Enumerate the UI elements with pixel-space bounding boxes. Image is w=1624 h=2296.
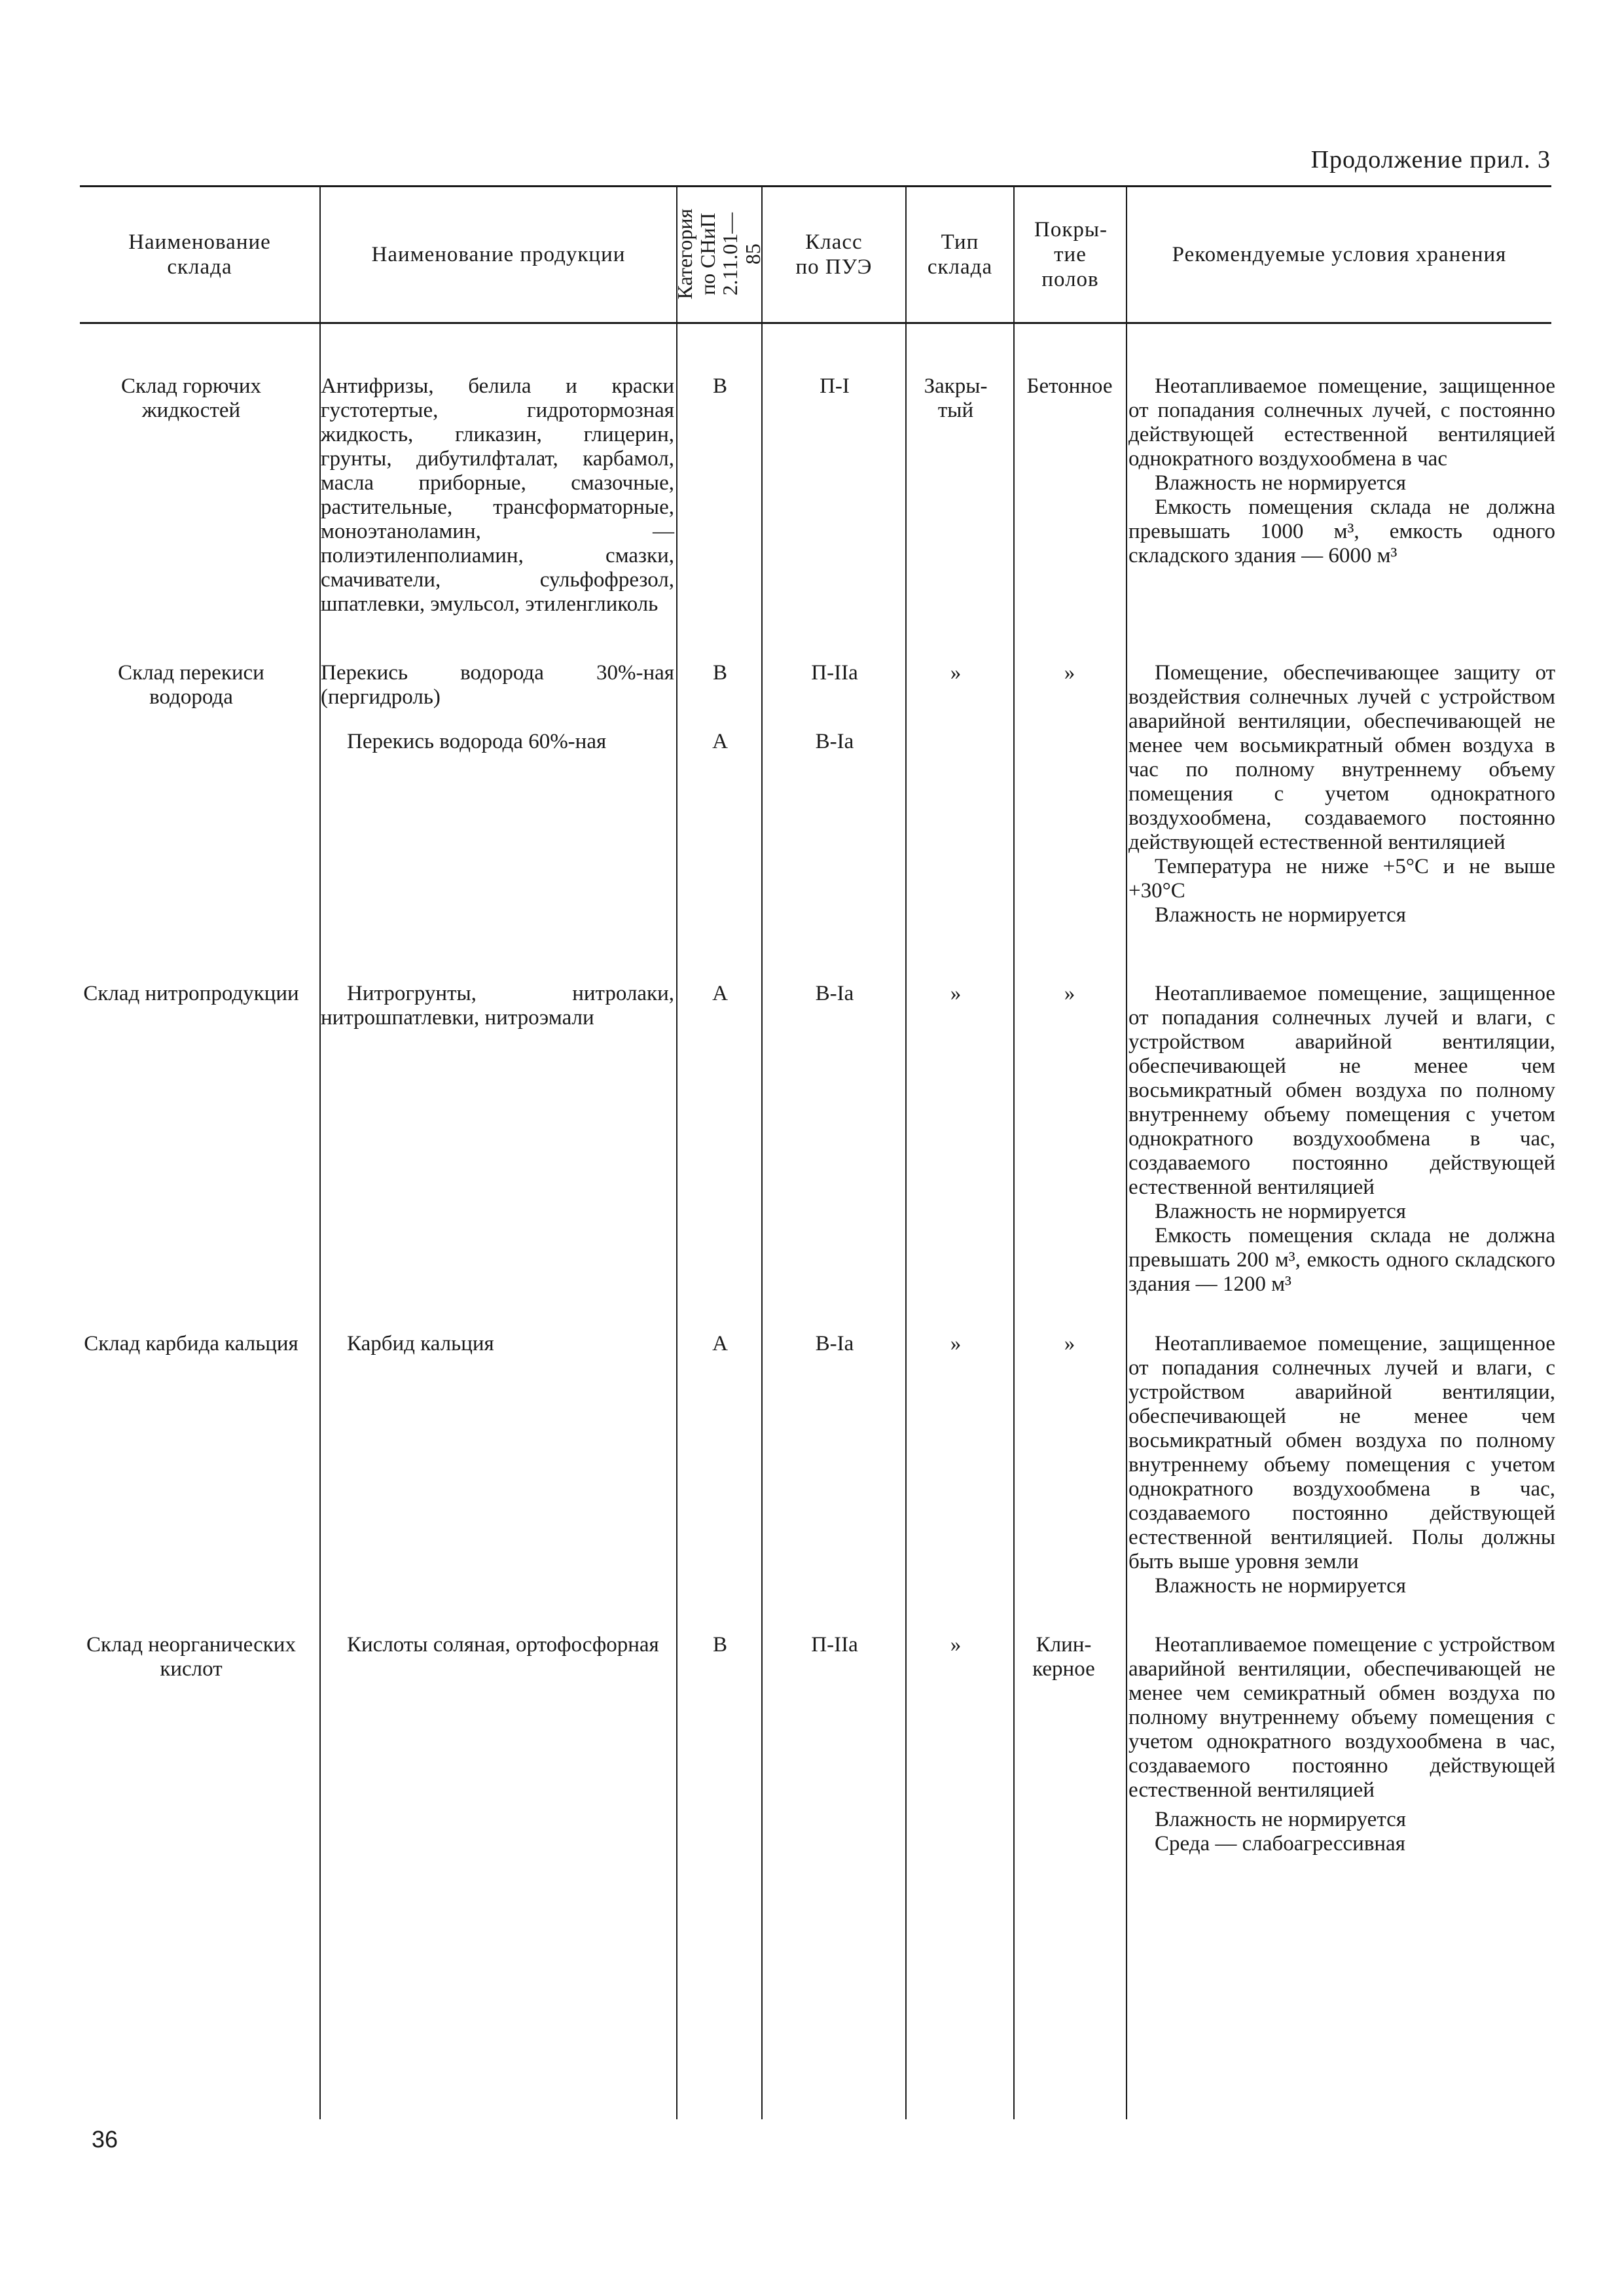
column-header-class: Класс по ПУЭ: [795, 230, 873, 279]
row-3-conditions: [1128, 982, 1555, 1297]
condition-line: Емкость помещения склада не должна превышать 1000 м³, емкость одного складского здания — 6000 м³: [1128, 495, 1555, 567]
condition-line: Неотапливаемое помещение с устройством аварийной вентиляции, обеспечивающей не менее чем семикратный обмен воздуха по полному внутреннему объему помещения с учетом однократного воздухообмена в час, создаваемого постоянно действующей естественной вентиляцией: [1128, 1633, 1555, 1802]
row-2-floor: »: [1064, 661, 1075, 685]
column-header-floor: Покры-тие полов: [1034, 218, 1108, 291]
column-header-warehouse: Наименование склада: [128, 230, 271, 279]
condition-line: Влажность не нормируется: [1155, 1808, 1406, 1831]
row-4-product: Карбид кальция: [347, 1332, 494, 1355]
condition-line: Влажность не нормируется: [1155, 1200, 1406, 1223]
condition-line: Емкость помещения склада не должна превышать 200 м³, емкость одного складского здания — 1200 м³: [1128, 1224, 1555, 1296]
condition-line: Среда — слабоагрессивная: [1155, 1832, 1405, 1856]
row-2-sub-product: Перекись водорода 60%-ная: [347, 730, 607, 753]
row-2-warehouse: Склад перекиси водорода: [118, 661, 264, 709]
row-2-sub-category: А: [712, 730, 728, 753]
column-divider: [905, 185, 907, 2119]
row-2-product: Перекись водорода 30%-ная (пергидроль): [321, 661, 674, 709]
row-1-warehouse: Склад горючих жидкостей: [120, 374, 262, 422]
condition-line: Неотапливаемое помещение, защищенное от попадания солнечных лучей и влаги, с устройством аварийной вентиляции, обеспечивающей не менее чем восьмикратный обмен воздуха по полному внутреннему объему помещения с учетом однократного воздухообмена в час, создаваемого постоянно действующей естественной вентиляцией. Полы должны быть выше уровня земли: [1128, 1332, 1555, 1573]
page-number: 36: [92, 2126, 118, 2153]
row-4-class: В-Iа: [815, 1332, 854, 1355]
column-divider: [676, 185, 677, 2119]
row-2-conditions: [1128, 661, 1555, 927]
row-5-category: В: [712, 1633, 727, 1657]
row-3-warehouse: Склад нитропродукции: [83, 982, 299, 1005]
condition-line: Влажность не нормируется: [1155, 471, 1406, 495]
condition-line: Неотапливаемое помещение, защищенное от попадания солнечных лучей, с постоянно действующей естественной вентиляцией однократного воздухообмена в час: [1128, 374, 1555, 471]
condition-line: Помещение, обеспечивающее защиту от воздействия солнечных лучей с устройством аварийной вентиляции, обеспечивающей не менее чем восьмикратный обмен воздуха в час по полному внутреннему объему помещения с учетом однократного воздухообмена, создаваемого постоянно действующей естественной вентиляцией: [1128, 661, 1555, 854]
row-2-category: В: [712, 661, 727, 685]
row-2-class: П-IIа: [811, 661, 858, 685]
column-header-conditions: Рекомендуемые условия хранения: [1172, 243, 1507, 267]
row-5-floor: Клин-керное: [1032, 1633, 1095, 1681]
table-header-rule: [80, 322, 1551, 324]
condition-line: Влажность не нормируется: [1155, 903, 1406, 927]
row-4-floor: »: [1064, 1332, 1075, 1355]
row-3-floor: »: [1064, 982, 1075, 1005]
row-2-type: »: [950, 661, 962, 685]
row-4-type: »: [950, 1332, 962, 1355]
condition-line: Неотапливаемое помещение, защищенное от попадания солнечных лучей и влаги, с устройством аварийной вентиляции, обеспечивающей не менее чем восьмикратный обмен воздуха по полному внутреннему объему помещения с учетом однократного воздухообмена в час, создаваемого постоянно действующей естественной вентиляцией: [1128, 982, 1555, 1199]
condition-line: Влажность не нормируется: [1155, 1574, 1406, 1598]
row-1-class: П-I: [820, 374, 850, 398]
row-3-category: А: [712, 982, 728, 1005]
column-header-category: Категория по СНиП 2.11.01—85: [673, 209, 765, 300]
column-header-product: Наименование продукции: [371, 243, 626, 267]
column-divider: [761, 185, 763, 2119]
column-header-type: Тип склада: [927, 230, 993, 279]
column-divider: [1013, 185, 1015, 2119]
table-top-rule: [80, 185, 1551, 187]
row-1-floor: Бетонное: [1026, 374, 1113, 398]
row-3-class: В-Iа: [815, 982, 854, 1005]
continuation-note: Продолжение прил. 3: [1310, 146, 1551, 173]
condition-line: Температура не ниже +5°С и не выше +30°С: [1128, 855, 1555, 903]
row-2-sub-class: В-Iа: [815, 730, 854, 753]
row-3-type: »: [950, 982, 962, 1005]
row-5-conditions: [1128, 1633, 1555, 1856]
row-1-category: В: [712, 374, 727, 398]
row-4-conditions: [1128, 1332, 1555, 1598]
column-divider: [1126, 185, 1127, 2119]
row-5-warehouse: Склад неорганических кислот: [86, 1633, 296, 1681]
row-1-product: Антифризы, белила и краски густотертые, гидротормозная жидкость, гликазин, глицерин, грунты, дибутилфталат, карбамол, масла приборные, смазочные, растительные, трансформаторные, моноэтаноламин, — полиэтиленполиамин, смазки, смачиватели, сульфофрезол, шпатлевки, эмульсол, этиленгликоль: [321, 374, 674, 616]
row-3-product: Нитрогрунты, нитролаки, нитрошпатлевки, нитроэмали: [321, 982, 674, 1030]
row-4-category: А: [712, 1332, 728, 1355]
row-5-type: »: [950, 1633, 962, 1657]
row-5-class: П-IIа: [811, 1633, 858, 1657]
row-5-product: Кислоты соляная, ортофосфорная: [347, 1633, 659, 1657]
row-1-conditions: [1128, 374, 1555, 568]
row-1-type: Закры-тый: [924, 374, 988, 422]
row-4-warehouse: Склад карбида кальция: [84, 1332, 298, 1355]
